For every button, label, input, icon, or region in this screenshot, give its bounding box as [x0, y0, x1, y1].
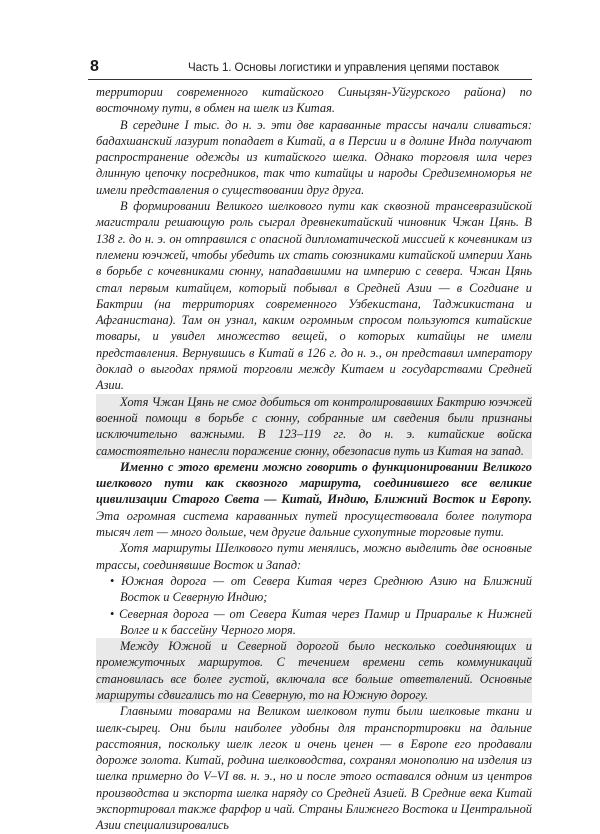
- page-number: 8: [90, 58, 99, 75]
- paragraph-text: Хотя маршруты Шелкового пути менялись, можно выделить две основные трассы, соединявшие Восток и Запад:: [96, 541, 532, 572]
- emphasis-text: Именно с этого времени можно говорить о функционировании Великого шелкового пути как сквозного маршрута, соединившего все великие цивилизации Старого Света — Китай, Индию, Ближний Восток и Европу.: [96, 459, 532, 507]
- paragraph-text: В формировании Великого шелкового пути как сквозной трансевразийской магистрали решающую роль сыграл древнекитайский чиновник Чжан Цянь. В 138 г. до н. э. он отправился с опасной дипломатической миссией к кочевникам из племени юэчжей, чтобы убедить их стать союзниками китайской империи Хань в борьбе с кочевниками сюнну, нападавшими на империю с севера. Чжан Цянь стал первым китайцем, который побывал в Средней Азии — в Согдиане и Бактрии (на территориях современного Узбекистана, Таджикистана и Афганистана). Там он узнал, каким огромным спросом пользуются китайские товары, и увидел множество вещей, о которых китайцы не имели представления. Вернувшись в Китай в 126 г. до н. э., он представил императору доклад о выгодах прямой торговли между Китаем и государствами Средней Азии.: [96, 199, 532, 393]
- paragraph-text: Южная дорога — от Севера Китая через Среднюю Азию на Ближний Восток и Северную Индию;: [120, 573, 532, 605]
- paragraph: [96, 84, 532, 117]
- paragraph-text: Между Южной и Северной дорогой было несколько соединяющих и промежуточных маршрутов. С течением времени сеть коммуникаций становилась все более густой, включала все больше ответвлений. Основные маршруты сдвигались то на Северную, то на Южную дорогу.: [96, 639, 532, 702]
- paragraph-text: Главными товарами на Великом шелковом пути были шелковые ткани и шелк-сырец. Они были наиболее удобны для транспортировки на дальние расстояния, поскольку шелк легок и очень ценен — в Европе его продавали дороже золота. Китай, родина шелководства, сохранял монополию на изделия из шелка примерно до V–VI вв. н. э., но и после этого оставался одним из центров производства и экспорта шелка наряду со Средней Азией. В Средние века Китай экспортировал также фарфор и чай. Страны Ближнего Востока и Центральной Азии специализировались: [96, 704, 532, 833]
- paragraph-text: Хотя Чжан Цянь не смог добиться от контролировавших Бактрию юэчжей военной помощи в борьбе с сюнну, собранные им сведения были признаны исключительно важными. В 123–119 гг. до н. э. китайские войска самостоятельно нанесли поражение сюнну, обезопасив путь из Китая на запад.: [96, 394, 532, 458]
- paragraph: [96, 459, 532, 540]
- paragraph: [96, 198, 532, 394]
- running-header: [88, 57, 532, 80]
- body-text: [96, 84, 532, 834]
- paragraph-text: Эта огромная система караванных путей просуществовала более полутора тысяч лет — много дольше, чем другие дальние сухопутные торговые пути.: [96, 508, 532, 540]
- bullet-item: [96, 606, 532, 639]
- paragraph: [96, 638, 532, 703]
- paragraph: [96, 540, 532, 573]
- bullet-item: [96, 573, 532, 606]
- running-head: Часть 1. Основы логистики и управления цепями поставок: [188, 61, 499, 74]
- paragraph-text: В середине I тыс. до н. э. эти две караванные трассы начали сливаться: бадахшанский лазурит попадает в Китай, а в Персии и в долине Инда получают распространение одежды из китайского шелка. Однако торговля шла через длинную цепочку посредников, так что китайцы и народы Средиземноморья не имели представления о существовании друг друга.: [96, 117, 532, 197]
- paragraph-text: территории современного китайского Синьцзян-Уйгурского района) по восточному пути, в обмен на шелк из Китая.: [96, 85, 532, 116]
- paragraph: [96, 703, 532, 833]
- paragraph-text: Северная дорога — от Севера Китая через Памир и Приаралье к Нижней Волге и к бассейну Черного моря.: [119, 606, 532, 637]
- paragraph: [96, 394, 532, 459]
- paragraph: [96, 117, 532, 198]
